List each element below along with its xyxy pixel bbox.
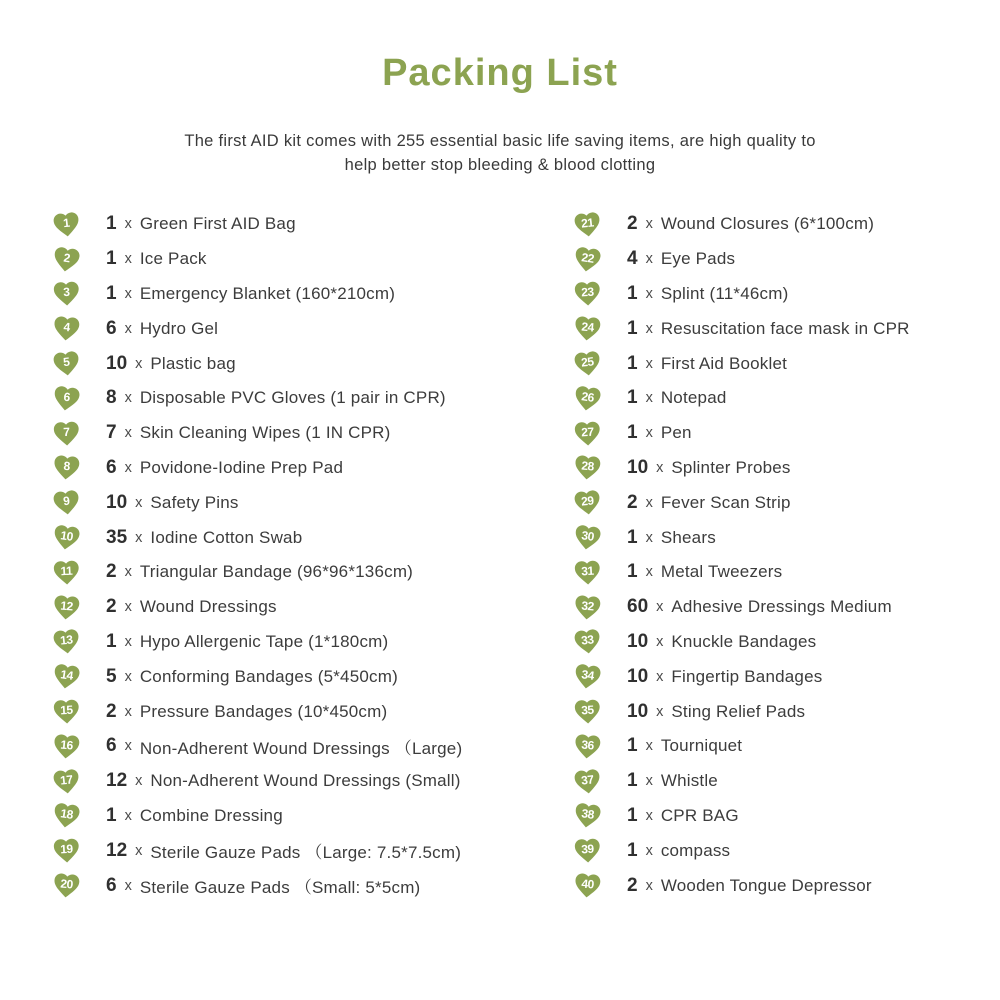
item-name: Combine Dressing	[139, 805, 283, 825]
item-name: Non-Adherent Wound Dressings （Large)	[139, 738, 463, 758]
multiply-x-symbol: x	[645, 494, 653, 511]
item-quantity: 1	[627, 526, 638, 548]
multiply-x-symbol: x	[124, 216, 132, 233]
item-name: Pen	[660, 423, 692, 443]
item-name: Wooden Tongue Depressor	[660, 875, 872, 895]
item-name: Hypo Allergenic Tape (1*180cm)	[139, 631, 389, 651]
list-item	[52, 833, 573, 868]
item-name: Plastic bag	[150, 353, 236, 373]
multiply-x-symbol: x	[645, 390, 653, 407]
item-name: Non-Adherent Wound Dressings (Small)	[150, 771, 461, 791]
heart-number-badge	[572, 870, 603, 901]
badge-number: 11	[60, 563, 73, 579]
badge-number: 22	[580, 249, 595, 266]
subtitle	[0, 129, 1000, 177]
item-quantity: 2	[627, 213, 638, 235]
item-name: CPR BAG	[660, 805, 739, 825]
heart-number-badge	[572, 487, 604, 519]
list-item	[573, 207, 1000, 242]
item-name: Fever Scan Strip	[660, 492, 791, 512]
multiply-x-symbol: x	[645, 285, 653, 302]
multiply-x-symbol: x	[124, 599, 132, 616]
heart-number-badge	[51, 870, 82, 901]
item-quantity: 2	[106, 561, 117, 583]
badge-number: 34	[580, 667, 595, 684]
list-item	[52, 277, 573, 312]
badge-number: 28	[580, 459, 595, 475]
item-name: compass	[660, 840, 731, 860]
subtitle-line-1: The first AID kit comes with 255 essential basic life saving items, are high quality to	[184, 132, 816, 150]
list-item	[573, 485, 1000, 520]
item-name: Resuscitation face mask in CPR	[660, 318, 910, 338]
multiply-x-symbol: x	[135, 355, 143, 372]
multiply-x-symbol: x	[656, 703, 664, 720]
list-item	[52, 625, 573, 660]
badge-number: 15	[59, 702, 73, 718]
badge-number: 37	[580, 772, 595, 788]
item-quantity: 12	[106, 839, 128, 861]
badge-number: 26	[580, 389, 595, 405]
item-quantity: 2	[106, 596, 117, 618]
badge-number: 9	[62, 494, 71, 509]
item-name: First Aid Booklet	[660, 353, 788, 373]
heart-number-badge	[50, 660, 83, 693]
item-quantity: 1	[627, 317, 638, 339]
heart-number-badge	[571, 382, 604, 415]
item-name: Sterile Gauze Pads （Large: 7.5*7.5cm)	[150, 843, 462, 863]
item-quantity: 5	[106, 665, 117, 687]
multiply-x-symbol: x	[124, 668, 132, 685]
item-name: Emergency Blanket (160*210cm)	[139, 283, 396, 303]
badge-number: 33	[580, 632, 595, 649]
list-item	[52, 311, 573, 346]
badge-number: 16	[59, 737, 74, 753]
item-quantity: 7	[106, 422, 117, 444]
multiply-x-symbol: x	[135, 494, 143, 511]
heart-number-badge	[572, 696, 602, 726]
heart-number-badge	[572, 313, 603, 344]
list-item	[573, 555, 1000, 590]
list-item	[52, 451, 573, 486]
multiply-x-symbol: x	[645, 807, 653, 824]
item-name: Safety Pins	[150, 492, 239, 512]
heart-number-badge	[572, 279, 602, 309]
multiply-x-symbol: x	[124, 877, 132, 894]
item-quantity: 1	[627, 422, 638, 444]
item-quantity: 10	[627, 700, 649, 722]
item-quantity: 8	[106, 387, 117, 409]
item-name: Skin Cleaning Wipes (1 IN CPR)	[139, 423, 391, 443]
item-quantity: 10	[627, 456, 649, 478]
heart-number-badge	[51, 313, 82, 344]
badge-number: 30	[580, 528, 595, 544]
badge-number: 5	[62, 354, 71, 370]
multiply-x-symbol: x	[656, 668, 664, 685]
heart-number-badge	[51, 591, 82, 622]
badge-number: 32	[580, 598, 595, 614]
item-quantity: 35	[106, 526, 128, 548]
badge-number: 18	[59, 806, 74, 823]
heart-number-badge	[51, 487, 83, 519]
item-quantity: 2	[106, 700, 117, 722]
list-item	[52, 868, 573, 903]
list-item	[573, 346, 1000, 381]
badge-number: 13	[59, 632, 74, 649]
list-item	[52, 764, 573, 799]
item-quantity: 1	[627, 387, 638, 409]
multiply-x-symbol: x	[645, 216, 653, 233]
heart-number-badge	[51, 452, 82, 483]
heart-number-badge	[571, 660, 604, 693]
item-quantity: 6	[106, 735, 117, 757]
multiply-x-symbol: x	[645, 877, 653, 894]
heart-number-badge	[571, 800, 604, 833]
item-name: Sting Relief Pads	[671, 701, 806, 721]
item-name: Ice Pack	[139, 249, 207, 269]
badge-number: 39	[580, 841, 594, 857]
item-name: Fingertip Bandages	[671, 666, 823, 686]
heart-number-badge	[572, 765, 604, 797]
list-item	[573, 520, 1000, 555]
item-quantity: 4	[627, 248, 638, 270]
badge-number: 21	[580, 215, 595, 231]
heart-number-badge	[572, 835, 602, 865]
multiply-x-symbol: x	[645, 842, 653, 859]
item-name: Pressure Bandages (10*450cm)	[139, 701, 388, 721]
item-name: Disposable PVC Gloves (1 pair in CPR)	[139, 388, 446, 408]
item-name: Sterile Gauze Pads （Small: 5*5cm)	[139, 878, 421, 898]
heart-number-badge	[50, 243, 83, 276]
list-item	[573, 277, 1000, 312]
multiply-x-symbol: x	[124, 425, 132, 442]
heart-number-badge	[50, 521, 83, 554]
item-quantity: 6	[106, 456, 117, 478]
badge-number: 7	[62, 424, 70, 439]
item-quantity: 1	[627, 735, 638, 757]
heart-number-badge	[51, 557, 81, 587]
multiply-x-symbol: x	[645, 529, 653, 546]
multiply-x-symbol: x	[645, 564, 653, 581]
list-item	[573, 799, 1000, 834]
item-quantity: 1	[106, 213, 117, 235]
multiply-x-symbol: x	[124, 390, 132, 407]
list-item	[52, 799, 573, 834]
list-item	[52, 590, 573, 625]
list-item	[52, 659, 573, 694]
list-item	[52, 207, 573, 242]
list-item	[52, 694, 573, 729]
list-item	[573, 311, 1000, 346]
multiply-x-symbol: x	[656, 633, 664, 650]
heart-number-badge	[51, 348, 83, 380]
badge-number: 4	[62, 320, 71, 335]
badge-number: 40	[580, 876, 595, 892]
list-item	[573, 868, 1000, 903]
item-name: Wound Closures (6*100cm)	[660, 214, 875, 234]
list-item	[52, 485, 573, 520]
item-quantity: 1	[627, 839, 638, 861]
item-name: Hydro Gel	[139, 318, 219, 338]
list-item	[573, 694, 1000, 729]
list-item	[573, 833, 1000, 868]
item-name: Notepad	[660, 388, 727, 408]
heart-number-badge	[572, 452, 603, 483]
item-name: Triangular Bandage (96*96*136cm)	[139, 562, 414, 582]
item-name: Wound Dressings	[139, 597, 277, 617]
badge-number: 20	[59, 876, 74, 892]
item-name: Conforming Bandages (5*450cm)	[139, 666, 398, 686]
item-name: Green First AID Bag	[139, 214, 296, 234]
item-quantity: 1	[627, 282, 638, 304]
heart-number-badge	[572, 418, 602, 448]
badge-number: 1	[62, 215, 71, 231]
list-item	[52, 729, 573, 764]
badge-number: 8	[62, 459, 71, 474]
item-name: Eye Pads	[660, 249, 736, 269]
subtitle-line-2: help better stop bleeding & blood clotting	[344, 156, 656, 174]
multiply-x-symbol: x	[124, 738, 132, 755]
list-item	[573, 764, 1000, 799]
multiply-x-symbol: x	[124, 807, 132, 824]
item-name: Iodine Cotton Swab	[150, 527, 303, 547]
multiply-x-symbol: x	[124, 703, 132, 720]
multiply-x-symbol: x	[645, 320, 653, 337]
multiply-x-symbol: x	[656, 459, 664, 476]
multiply-x-symbol: x	[124, 564, 132, 581]
page-title: Packing List	[382, 52, 618, 94]
badge-number: 19	[59, 841, 73, 857]
item-name: Metal Tweezers	[660, 562, 783, 582]
heart-number-badge	[51, 731, 82, 762]
item-quantity: 10	[627, 630, 649, 652]
badge-number: 12	[59, 598, 74, 614]
heart-number-badge	[572, 348, 604, 380]
badge-number: 23	[580, 285, 594, 300]
heart-number-badge	[51, 208, 83, 240]
multiply-x-symbol: x	[656, 599, 664, 616]
items-grid	[0, 207, 1000, 903]
item-quantity: 2	[627, 874, 638, 896]
heart-number-badge	[51, 279, 81, 309]
heart-number-badge	[51, 696, 81, 726]
heart-number-badge	[572, 731, 603, 762]
multiply-x-symbol: x	[645, 738, 653, 755]
item-quantity: 1	[627, 804, 638, 826]
multiply-x-symbol: x	[135, 842, 143, 859]
multiply-x-symbol: x	[645, 425, 653, 442]
item-quantity: 1	[106, 804, 117, 826]
item-quantity: 10	[106, 491, 128, 513]
item-name: Povidone-Iodine Prep Pad	[139, 457, 344, 477]
item-quantity: 6	[106, 317, 117, 339]
badge-number: 24	[580, 319, 595, 335]
multiply-x-symbol: x	[645, 773, 653, 790]
item-quantity: 60	[627, 596, 649, 618]
heart-number-badge	[50, 800, 83, 833]
badge-number: 2	[62, 250, 71, 266]
heart-number-badge	[51, 835, 81, 865]
list-item	[52, 520, 573, 555]
heart-number-badge	[51, 418, 81, 448]
heart-number-badge	[571, 521, 604, 554]
multiply-x-symbol: x	[124, 251, 132, 268]
multiply-x-symbol: x	[645, 251, 653, 268]
item-quantity: 10	[106, 352, 128, 374]
list-item	[52, 381, 573, 416]
badge-number: 6	[62, 389, 71, 405]
item-name: Splint (11*46cm)	[660, 283, 789, 303]
list-item	[52, 416, 573, 451]
multiply-x-symbol: x	[124, 633, 132, 650]
list-item	[573, 590, 1000, 625]
badge-number: 10	[59, 528, 74, 544]
item-name: Whistle	[660, 771, 718, 791]
badge-number: 27	[580, 424, 594, 440]
item-quantity: 10	[627, 665, 649, 687]
list-item	[573, 242, 1000, 277]
items-column-left	[52, 207, 573, 903]
list-item	[52, 242, 573, 277]
list-item	[573, 451, 1000, 486]
item-quantity: 1	[106, 248, 117, 270]
list-item	[52, 346, 573, 381]
heart-number-badge	[572, 591, 603, 622]
heart-number-badge	[571, 243, 604, 276]
item-quantity: 2	[627, 491, 638, 513]
multiply-x-symbol: x	[124, 320, 132, 337]
item-name: Splinter Probes	[671, 457, 791, 477]
badge-number: 35	[580, 702, 594, 718]
badge-number: 36	[580, 737, 595, 753]
item-quantity: 1	[627, 561, 638, 583]
badge-number: 25	[580, 354, 595, 370]
item-quantity: 12	[106, 770, 128, 792]
list-item	[573, 381, 1000, 416]
multiply-x-symbol: x	[135, 529, 143, 546]
item-name: Knuckle Bandages	[671, 631, 817, 651]
list-item	[573, 625, 1000, 660]
badge-number: 29	[580, 493, 595, 509]
multiply-x-symbol: x	[124, 285, 132, 302]
list-item	[573, 416, 1000, 451]
item-quantity: 1	[106, 630, 117, 652]
item-quantity: 6	[106, 874, 117, 896]
badge-number: 38	[580, 806, 595, 823]
heart-number-badge	[572, 557, 602, 587]
multiply-x-symbol: x	[124, 459, 132, 476]
badge-number: 3	[62, 285, 70, 300]
items-column-right	[573, 207, 1000, 903]
item-quantity: 1	[106, 282, 117, 304]
heart-number-badge	[51, 626, 83, 658]
heart-number-badge	[572, 208, 604, 240]
multiply-x-symbol: x	[135, 773, 143, 790]
heart-number-badge	[51, 765, 83, 797]
list-item	[573, 659, 1000, 694]
list-item	[573, 729, 1000, 764]
item-quantity: 1	[627, 770, 638, 792]
item-name: Adhesive Dressings Medium	[671, 597, 892, 617]
item-quantity: 1	[627, 352, 638, 374]
badge-number: 14	[59, 667, 74, 684]
multiply-x-symbol: x	[645, 355, 653, 372]
badge-number: 17	[59, 772, 74, 788]
item-name: Shears	[660, 527, 716, 547]
heart-number-badge	[572, 626, 604, 658]
item-name: Tourniquet	[660, 736, 743, 756]
list-item	[52, 555, 573, 590]
badge-number: 31	[580, 563, 594, 579]
heart-number-badge	[50, 382, 83, 415]
